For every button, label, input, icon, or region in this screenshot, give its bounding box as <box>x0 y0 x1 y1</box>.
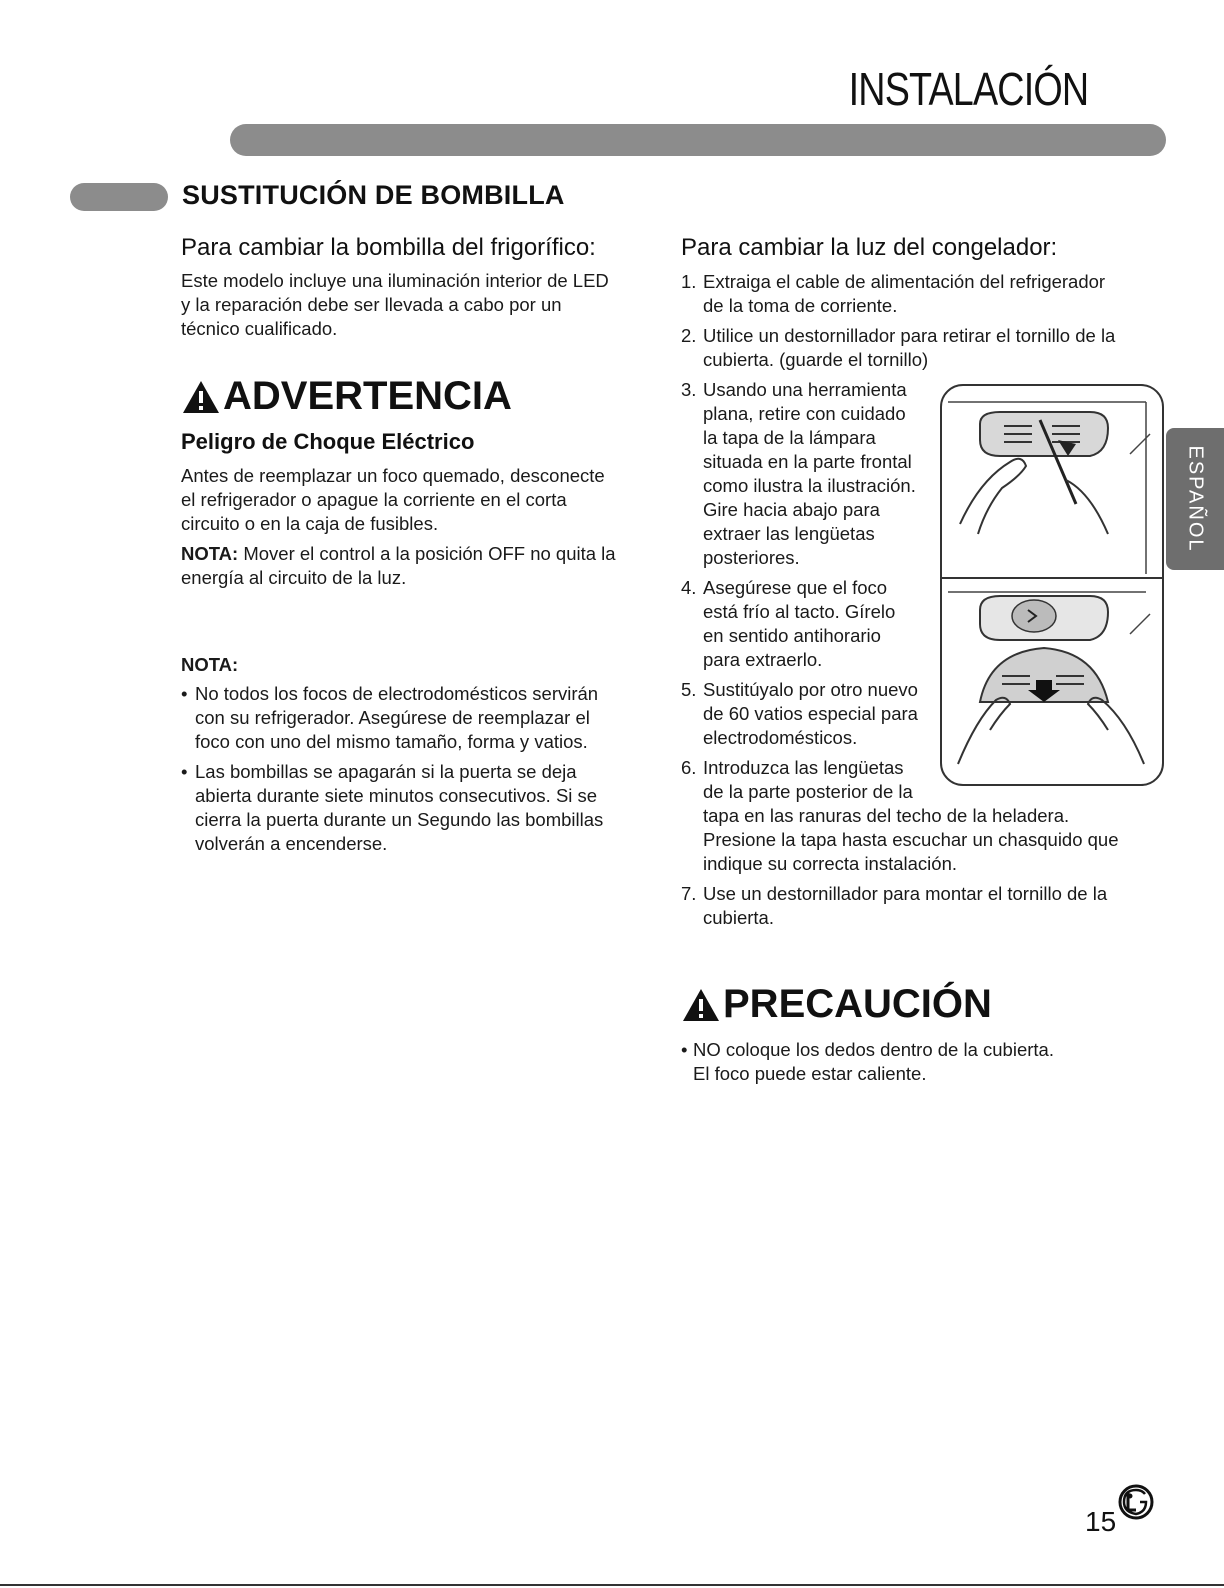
text-line: No todos los focos de electrodomésticos servirán <box>195 683 599 704</box>
text-line: en sentido antihorario <box>703 625 881 646</box>
text-line: Usando una herramienta <box>703 379 907 400</box>
text-line: está frío al tacto. Gírelo <box>703 601 896 622</box>
text-line: Antes de reemplazar un foco quemado, desconecte <box>181 465 605 486</box>
text-line: Este modelo incluye una iluminación interior de LED <box>181 270 609 291</box>
text-line: Extraiga el cable de alimentación del refrigerador <box>703 271 1106 292</box>
warning-title <box>181 374 512 419</box>
bottom-rule <box>0 1584 1224 1586</box>
section-marker <box>70 183 168 211</box>
text-line: y la reparación debe ser llevada a cabo por un <box>181 294 562 315</box>
text-line: con su refrigerador. Asegúrese de reemplazar el <box>195 707 590 728</box>
text-line: para extraerlo. <box>703 649 823 670</box>
language-tab <box>1166 428 1224 570</box>
text-line: El foco puede estar caliente. <box>693 1063 927 1084</box>
page-number: 15 <box>1085 1506 1117 1537</box>
step-5: 5. Sustitúyalo por otro nuevo de 60 vatios especial para electrodomésticos. <box>681 678 1161 750</box>
warning-title-text: ADVERTENCIA <box>223 374 512 418</box>
nota-bullet-list <box>181 682 661 862</box>
warning-subtitle: Peligro de Choque Eléctrico <box>181 429 475 454</box>
text-line: Utilice un destornillador para retirar el tornillo de la <box>703 325 1116 346</box>
text-line: técnico cualificado. <box>181 318 338 339</box>
text-line: situada en la parte frontal <box>703 451 912 472</box>
text-line: indique su correcta instalación. <box>703 853 958 874</box>
list-item: • No todos los focos de electrodomésticos servirán con su refrigerador. Asegúrese de reemplazar el foco con uno del mismo tamaño, forma y vatios. <box>181 682 661 754</box>
lg-logo-icon <box>1118 1484 1154 1520</box>
text-line: el refrigerador o apague la corriente en el corta <box>181 489 567 510</box>
warning-text <box>181 464 661 536</box>
text-line: circuito o en la caja de fusibles. <box>181 513 439 534</box>
text-line: abierta durante siete minutos consecutivos. Si se <box>195 785 598 806</box>
text-line: NO coloque los dedos dentro de la cubierta. <box>693 1039 1054 1060</box>
text-line: de la parte posterior de la <box>703 781 913 802</box>
text-line: Las bombillas se apagarán si la puerta se deja <box>195 761 577 782</box>
step-1: 1. Extraiga el cable de alimentación del refrigerador de la toma de corriente. <box>681 270 1161 318</box>
left-heading: Para cambiar la bombilla del frigorífico: <box>181 234 596 261</box>
warning-icon <box>181 379 221 415</box>
text-line: plana, retire con cuidado <box>703 403 906 424</box>
text-line: electrodomésticos. <box>703 727 858 748</box>
text-line: posteriores. <box>703 547 800 568</box>
list-item: • Las bombillas se apagarán si la puerta se deja abierta durante siete minutos consecutivos. Si se cierra la puerta durante un Segundo las bombillas volverán a encenderse. <box>181 760 661 856</box>
text-line: cubierta. (guarde el tornillo) <box>703 349 929 370</box>
text-line: cierra la puerta durante un Segundo las bombillas <box>195 809 604 830</box>
text-line: Use un destornillador para montar el tornillo de la <box>703 883 1108 904</box>
text-line: de 60 vatios especial para <box>703 703 918 724</box>
caution-title-text: PRECAUCIÓN <box>723 982 992 1026</box>
step-3: 3. Usando una herramienta plana, retire con cuidado la tapa de la lámpara situada en la parte frontal como ilustra la ilustración. Gire hacia abajo para extraer las lengüetas posteriores. <box>681 378 1161 570</box>
step-2: 2. Utilice un destornillador para retirar el tornillo de la cubierta. (guarde el tornillo) <box>681 324 1161 372</box>
header-bar <box>230 124 1166 156</box>
text-line: Asegúrese que el foco <box>703 577 888 598</box>
caution-text: • NO coloque los dedos dentro de la cubierta. El foco puede estar caliente. <box>681 1038 1161 1086</box>
step-4: 4. Asegúrese que el foco está frío al tacto. Gírelo en sentido antihorario para extraerlo. <box>681 576 1161 672</box>
step-7: 7. Use un destornillador para montar el tornillo de la cubierta. <box>681 882 1161 930</box>
text-line: de la toma de corriente. <box>703 295 898 316</box>
text-line: cubierta. <box>703 907 774 928</box>
text-line: Sustitúyalo por otro nuevo <box>703 679 918 700</box>
warning-icon <box>681 987 721 1023</box>
nota-paragraph <box>181 542 661 590</box>
text-line: como ilustra la ilustración. <box>703 475 916 496</box>
text-line: Gire hacia abajo para <box>703 499 880 520</box>
left-intro <box>181 269 651 341</box>
text-line: la tapa de la lámpara <box>703 427 876 448</box>
lamp-cover-illustration <box>940 384 1164 786</box>
text-line: extraer las lengüetas <box>703 523 875 544</box>
nota-text-2: energía al circuito de la luz. <box>181 567 407 588</box>
caution-title <box>681 982 992 1027</box>
nota-text: Mover el control a la posición OFF no quita la <box>243 543 616 564</box>
text-line: Presione la tapa hasta escuchar un chasquido que <box>703 829 1119 850</box>
text-line: volverán a encenderse. <box>195 833 388 854</box>
step-6: 6. Introduzca las lengüetas de la parte posterior de la tapa en las ranuras del techo de la heladera. Presione la tapa hasta escuchar un chasquido que indique su correcta instalación. <box>681 756 1161 876</box>
language-tab-label: ESPAÑOL <box>1184 445 1207 553</box>
right-heading: Para cambiar la luz del congelador: <box>681 234 1058 261</box>
section-title: SUSTITUCIÓN DE BOMBILLA <box>182 180 565 210</box>
header-title: INSTALACIÓN <box>848 63 1088 115</box>
text-line: foco con uno del mismo tamaño, forma y vatios. <box>195 731 588 752</box>
text-line: tapa en las ranuras del techo de la heladera. <box>703 805 1070 826</box>
nota-label: NOTA: <box>181 543 239 564</box>
text-line: Introduzca las lengüetas <box>703 757 904 778</box>
nota-heading: NOTA: <box>181 654 239 675</box>
